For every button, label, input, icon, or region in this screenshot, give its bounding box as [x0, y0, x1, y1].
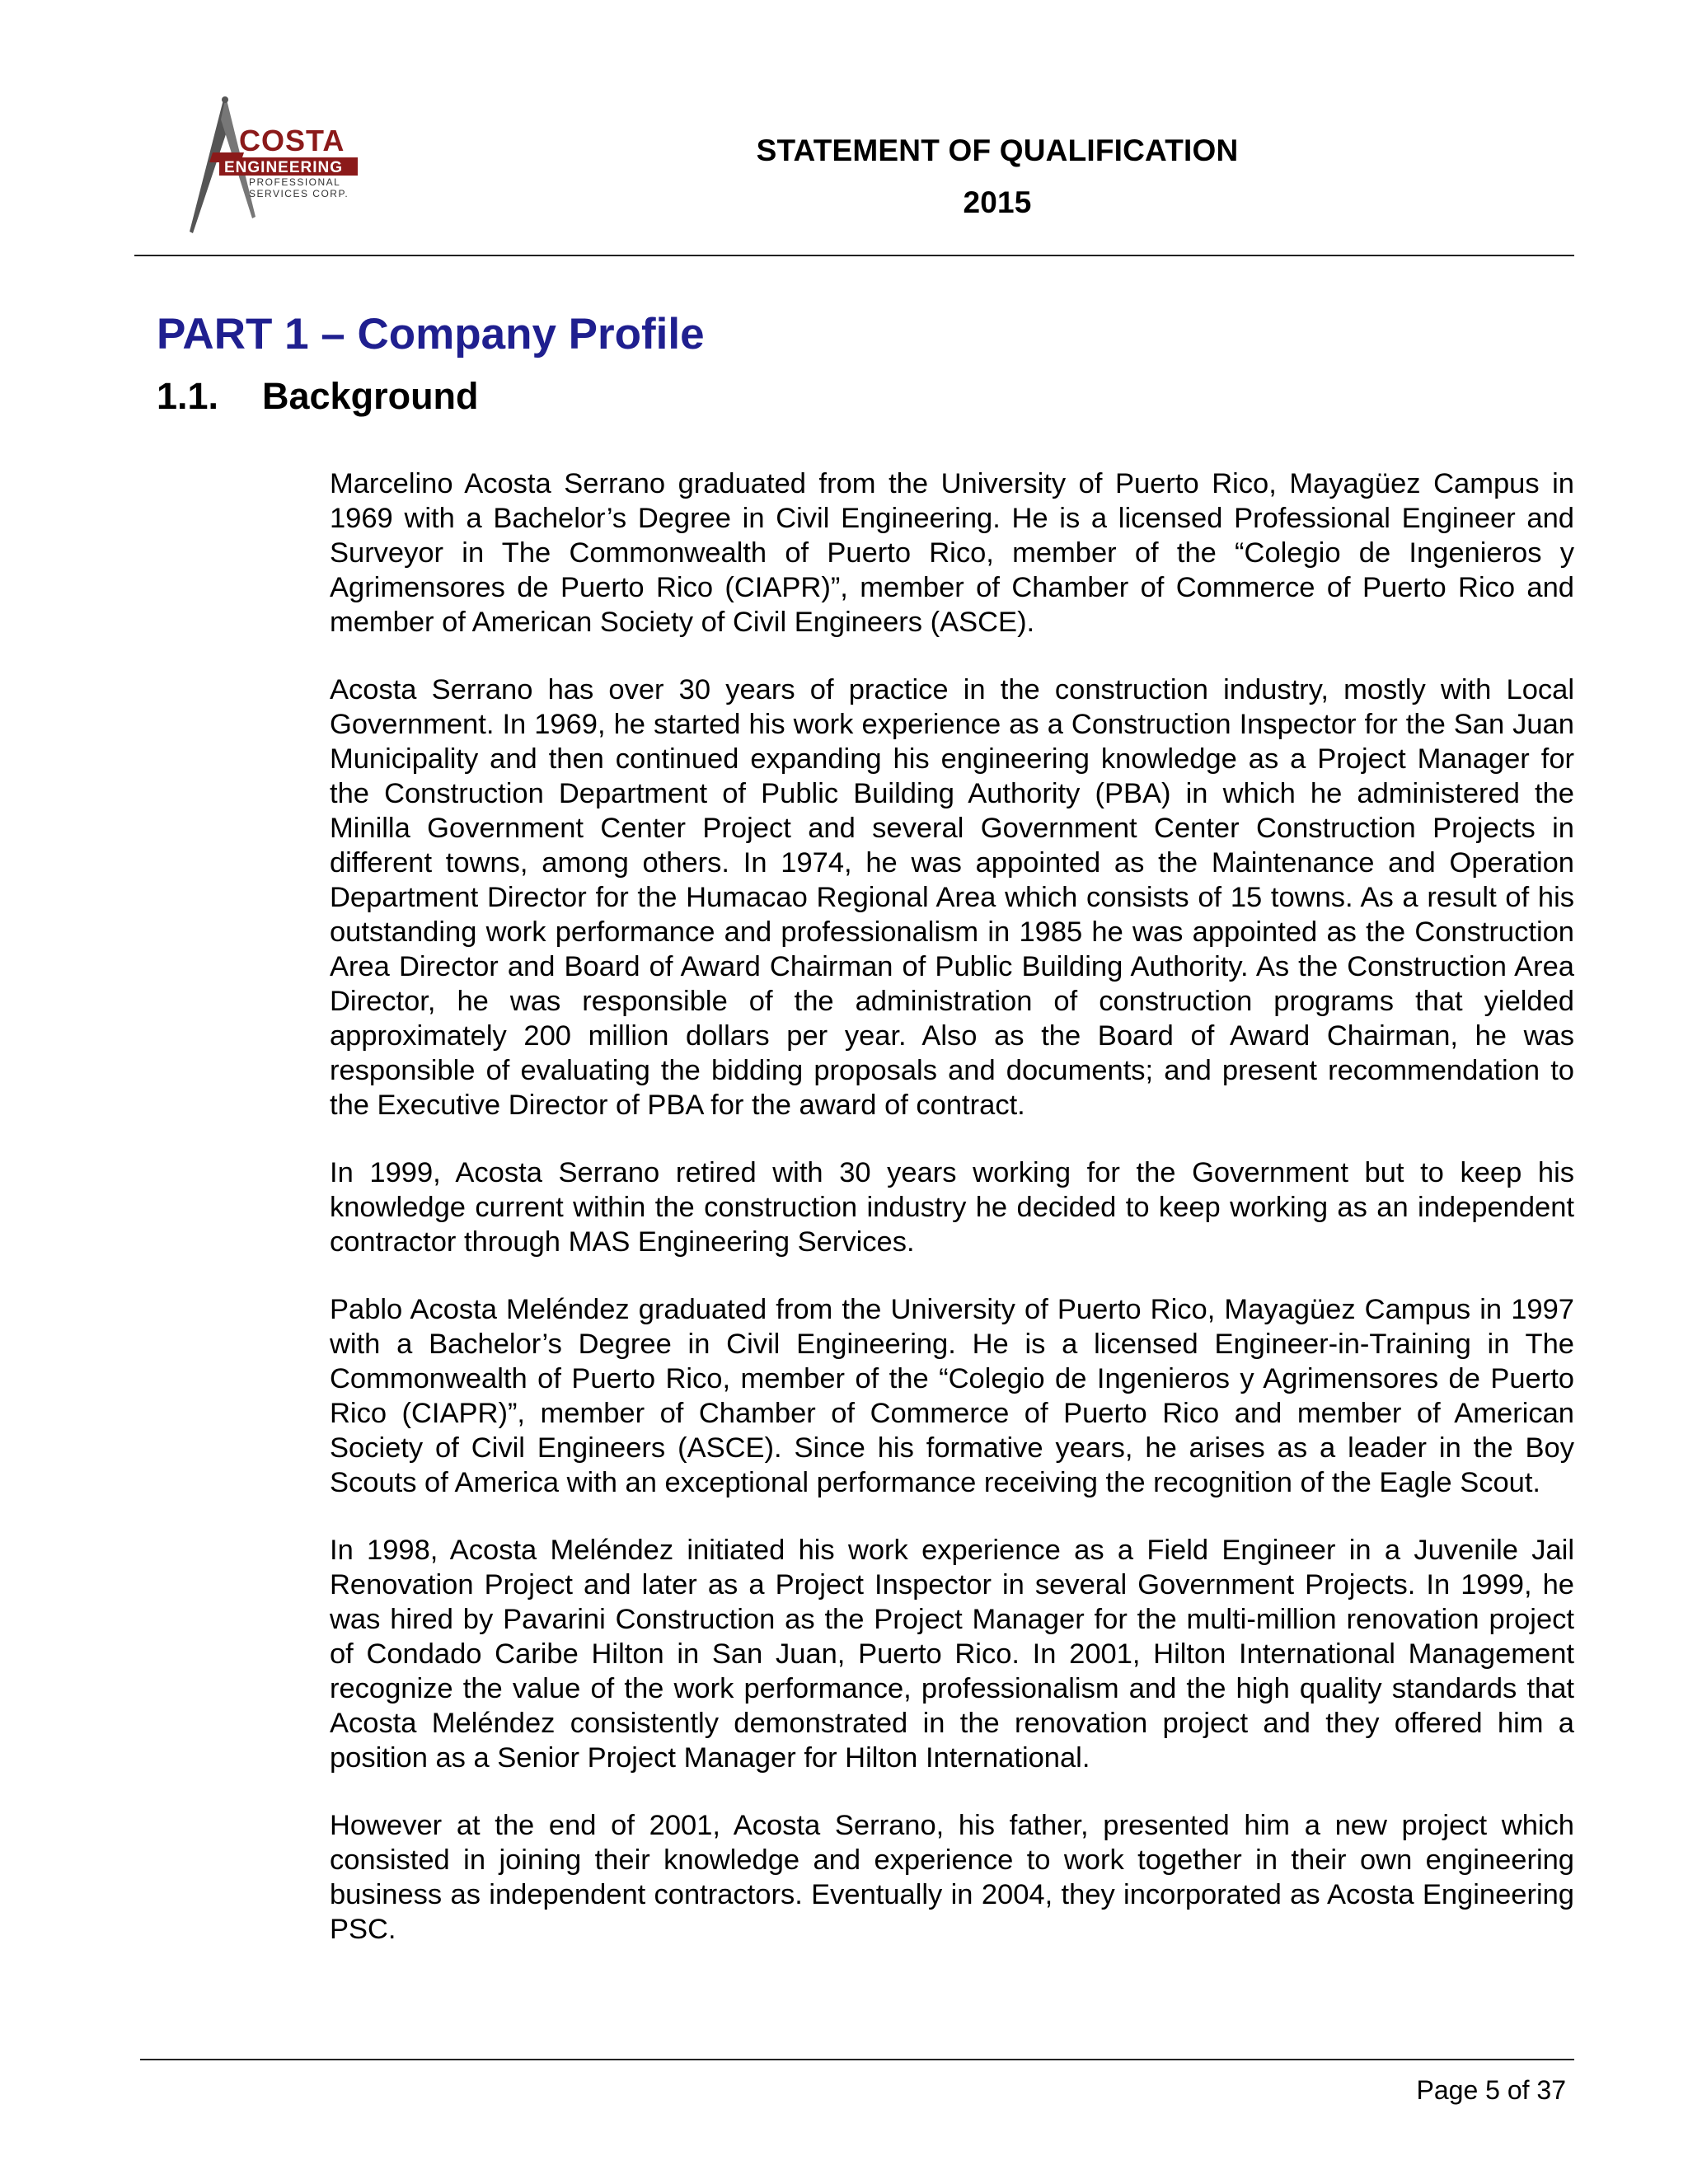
paragraph: Pablo Acosta Meléndez graduated from the University of Puerto Rico, Mayagüez Campus in 1997 with a Bachelor’s Degree in Civil Engineering. He is a licensed Engineer-in-Training in The Commonwealth of Puerto Rico, member of the “Colegio de Ingenieros y Agrimensores de Puerto Rico (CIAPR)”, member of Chamber of Commerce of Puerto Rico and member of American Society of Civil Engineers (ASCE). Since his formative years, he arises as a leader in the Boy Scouts of America with an exceptional performance receiving the recognition of the Eagle Scout.	[330, 1294, 1574, 1498]
paragraph: In 1999, Acosta Serrano retired with 30 years working for the Government but to keep his knowledge current within the construction industry he decided to keep working as an independent contractor through MAS Engineering Services.	[330, 1157, 1574, 1258]
paragraph: Marcelino Acosta Serrano graduated from the University of Puerto Rico, Mayagüez Campus in 1969 with a Bachelor’s Degree in Civil Engineering. He is a licensed Professional Engineer and Surveyor in The Commonwealth of Puerto Rico, member of the “Colegio de Ingenieros y Agrimensores de Puerto Rico (CIAPR)”, member of Chamber of Commerce of Puerto Rico and member of American Society of Civil Engineers (ASCE).	[330, 468, 1574, 638]
svg-text:PROFESSIONAL: PROFESSIONAL	[249, 176, 341, 188]
part-heading: PART 1 – Company Profile	[157, 310, 705, 359]
paragraph: However at the end of 2001, Acosta Serrano, his father, presented him a new project which consisted in joining their knowledge and experience to work together in their own engineering business as independent contractors. Eventually in 2004, they incorporated as Acosta Engineering PSC.	[330, 1810, 1574, 1945]
document-title: STATEMENT OF QUALIFICATION	[756, 134, 1239, 167]
section-title: Background	[262, 375, 479, 417]
paragraph: In 1998, Acosta Meléndez initiated his work experience as a Field Engineer in a Juvenile Jail Renovation Project and later as a Project Inspector in several Government Projects. In 1999, he was hired by Pavarini Construction as the Project Manager for the multi-million renovation project of Condado Caribe Hilton in San Juan, Puerto Rico. In 2001, Hilton International Management recognize the value of the work performance, professionalism and the high quality standards that Acosta Meléndez consistently demonstrated in the renovation project and they offered him a position as a Senior Project Manager for Hilton International.	[330, 1535, 1574, 1774]
document-year: 2015	[963, 185, 1032, 219]
section-number: 1.1.	[157, 375, 219, 417]
svg-text:SERVICES CORP.: SERVICES CORP.	[249, 188, 349, 199]
page-number: Page 5 of 37	[1416, 2075, 1566, 2105]
body-text	[330, 466, 1574, 1980]
svg-text:ENGINEERING: ENGINEERING	[224, 159, 344, 176]
paragraph: Acosta Serrano has over 30 years of practice in the construction industry, mostly with Local Government. In 1969, he started his work experience as a Construction Inspector for the San Juan Municipality and then continued expanding his engineering knowledge as a Project Manager for the Construction Department of Public Building Authority (PBA) in which he administered the Minilla Government Center Project and several Government Center Construction Projects in different towns, among others. In 1974, he was appointed as the Maintenance and Operation Department Director for the Humacao Regional Area which consists of 15 towns. As a result of his outstanding work performance and professionalism in 1985 he was appointed as the Construction Area Director and Board of Award Chairman of Public Building Authority. As the Construction Area Director, he was responsible of the administration of construction programs that yielded approximately 200 million dollars per year. Also as the Board of Award Chairman, he was responsible of evaluating the bidding proposals and documents; and present recommendation to the Executive Director of PBA for the award of contract.	[330, 674, 1574, 1121]
compass-logo-icon	[183, 95, 381, 239]
header-divider	[134, 255, 1574, 256]
section-heading	[157, 375, 479, 418]
footer-divider	[140, 2059, 1574, 2060]
company-logo	[183, 95, 381, 239]
svg-text:COSTA: COSTA	[239, 124, 345, 157]
